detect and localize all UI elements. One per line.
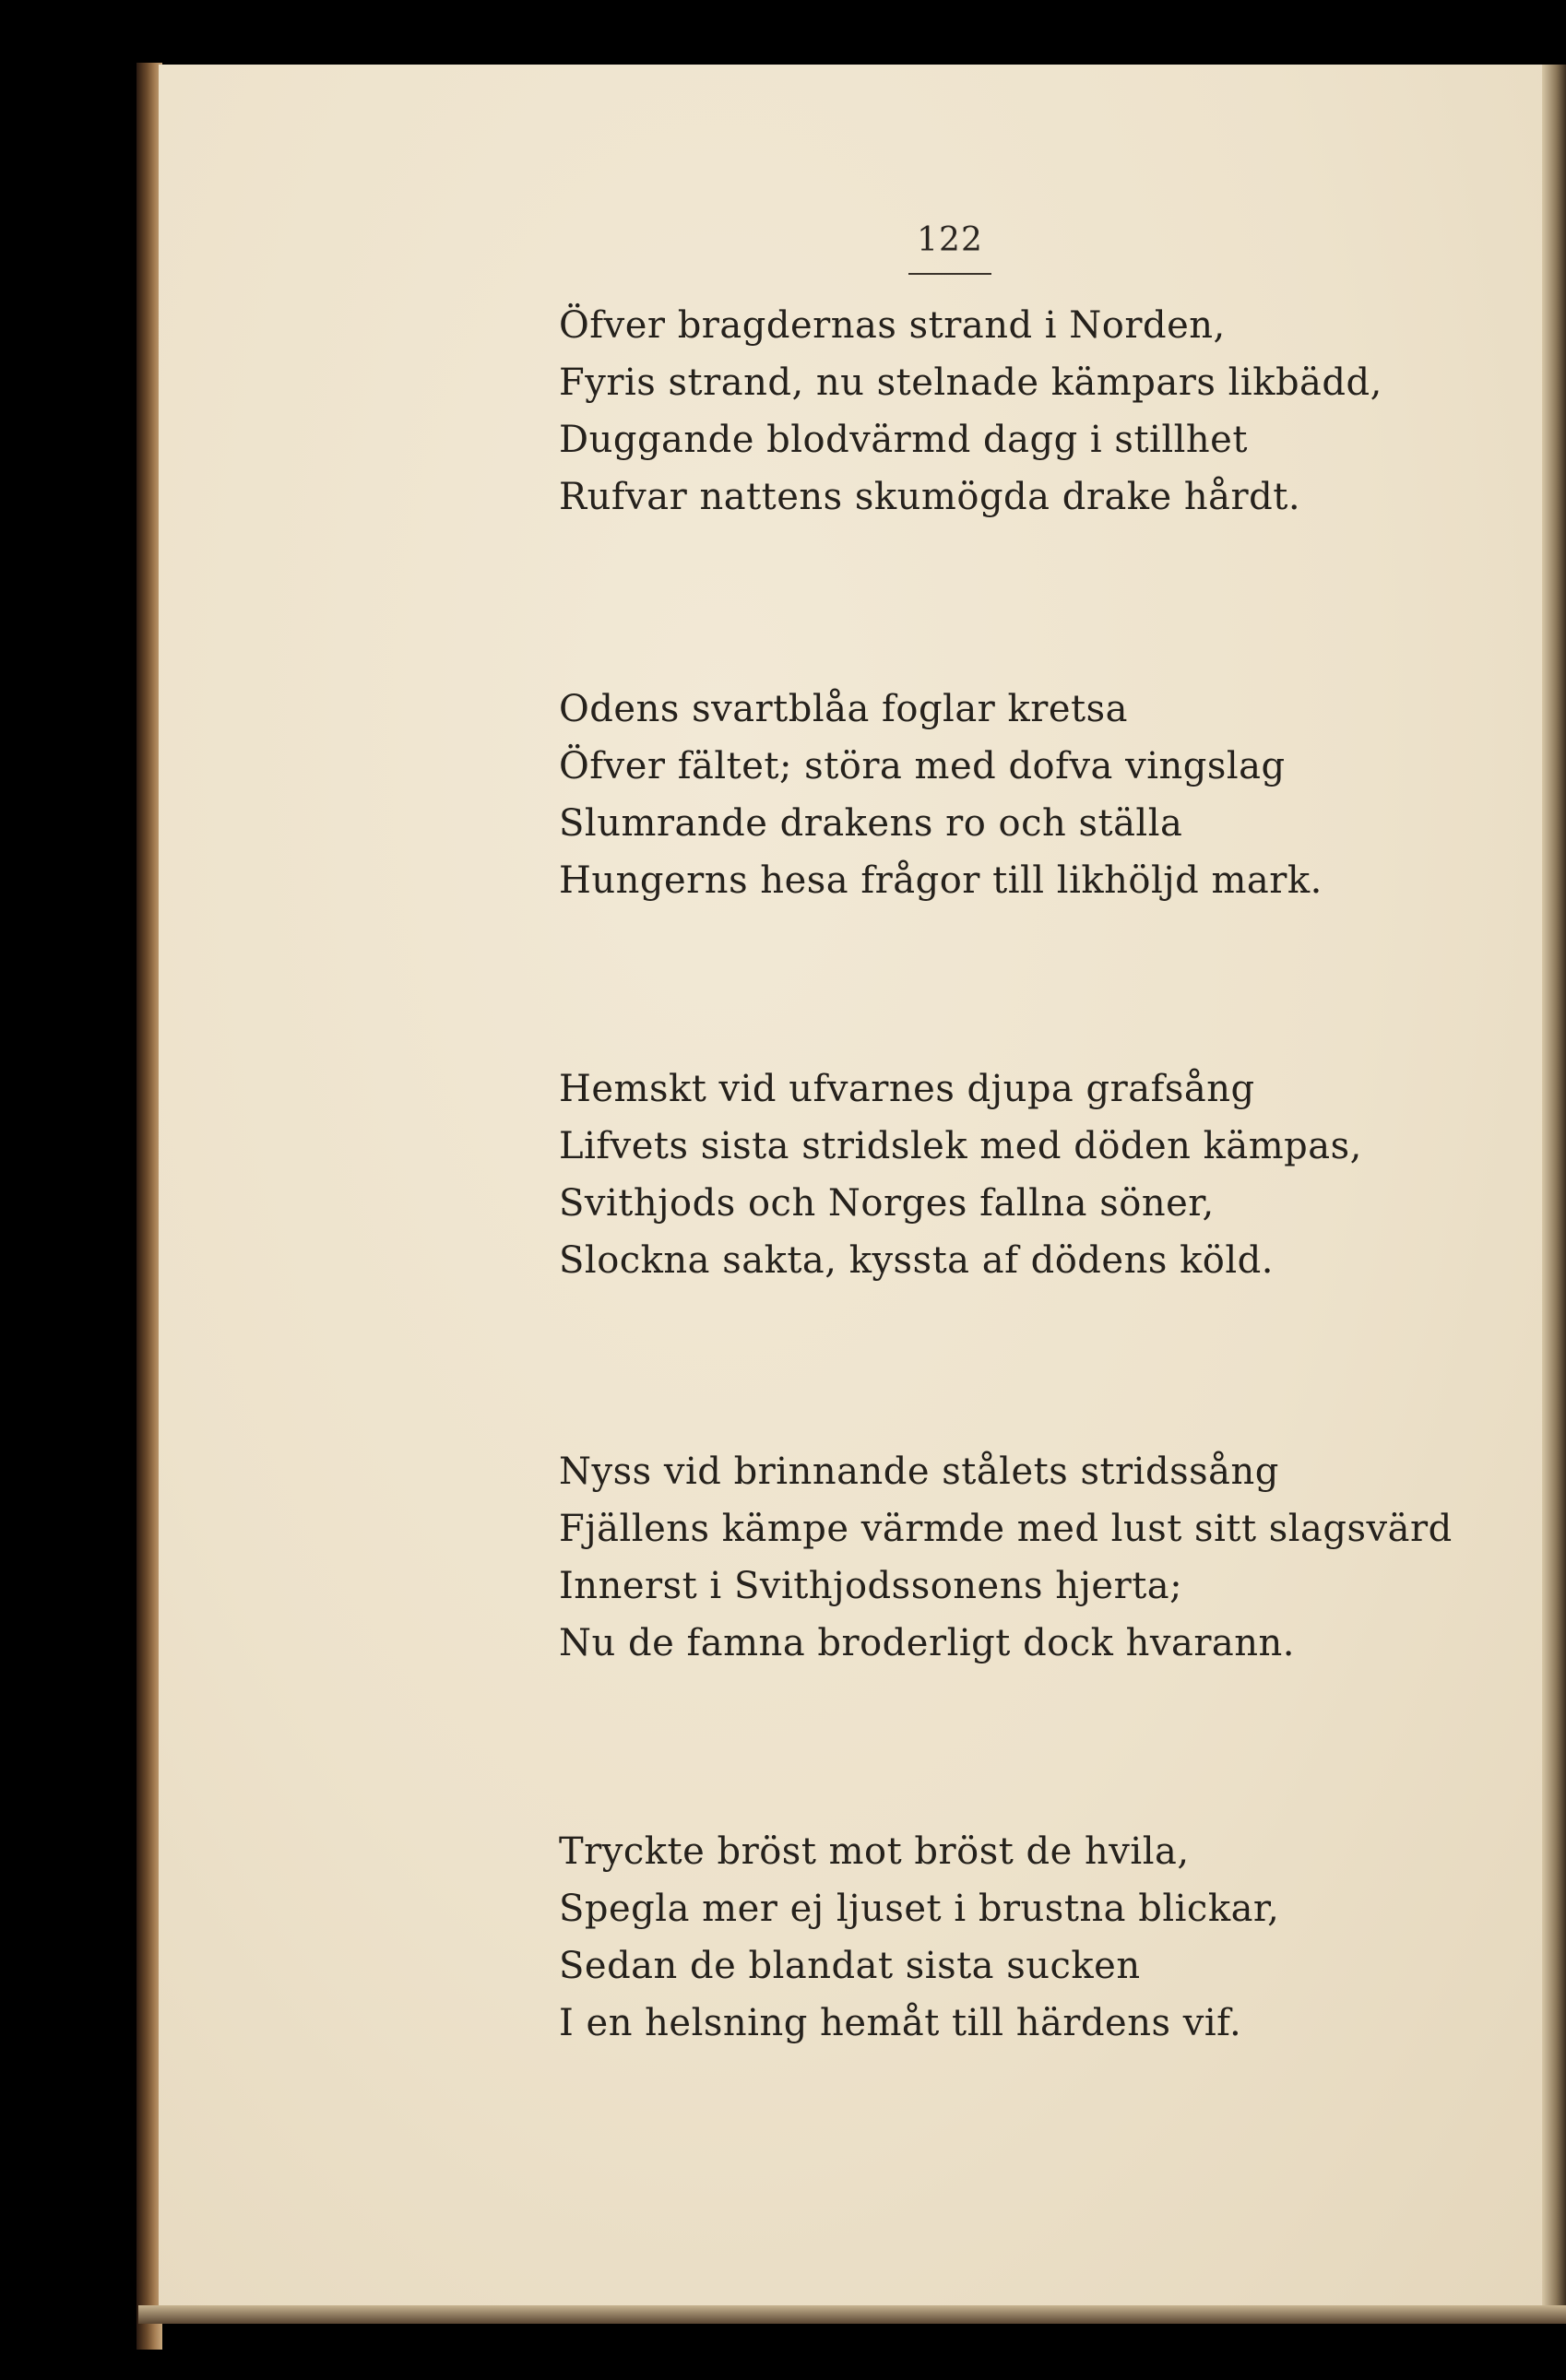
page-number: 122 — [917, 221, 983, 259]
verse-line: Hungerns hesa frågor till likhöljd mark. — [559, 859, 1323, 902]
verse-line: I en helsning hemåt till härdens vif. — [559, 2002, 1242, 2044]
verse-line: Odens svartblåa foglar kretsa — [559, 688, 1128, 730]
stanza-5 — [559, 1823, 1279, 2052]
verse-line: Öfver bragdernas strand i Norden, — [559, 304, 1226, 347]
verse-line: Sedan de blandat sista sucken — [559, 1945, 1141, 1987]
page-number-rule — [908, 273, 991, 275]
verse-line: Fjällens kämpe värmde med lust sitt slagsvärd — [559, 1508, 1453, 1550]
verse-line: Rufvar nattens skumögda drake hårdt. — [559, 476, 1301, 518]
verse-line: Slockna sakta, kyssta af dödens köld. — [559, 1239, 1275, 1282]
verse-line: Fyris strand, nu stelnade kämpars likbädd, — [559, 361, 1382, 404]
verse-line: Svithjods och Norges fallna söner, — [559, 1182, 1215, 1225]
stanza-2 — [559, 681, 1323, 909]
stanza-4 — [559, 1443, 1453, 1672]
verse-line: Duggande blodvärmd dagg i stillhet — [559, 419, 1248, 461]
verse-line: Nyss vid brinnande stålets stridssång — [559, 1450, 1279, 1493]
page-bottom-edge — [138, 2305, 1566, 2324]
verse-line: Nu de famna broderligt dock hvarann. — [559, 1622, 1296, 1664]
verse-line: Spegla mer ej ljuset i brustna blickar, — [559, 1888, 1280, 1930]
verse-line: Innerst i Svithjodssonens hjerta; — [559, 1565, 1183, 1607]
stanza-1 — [559, 297, 1382, 526]
page-edge — [1542, 65, 1566, 2315]
verse-line: Öfver fältet; störa med dofva vingslag — [559, 745, 1286, 787]
verse-line: Slumrande drakens ro och ställa — [559, 802, 1183, 845]
verse-line: Tryckte bröst mot bröst de hvila, — [559, 1830, 1190, 1873]
verse-line: Hemskt vid ufvarnes djupa grafsång — [559, 1068, 1255, 1110]
stanza-3 — [559, 1060, 1362, 1289]
verse-line: Lifvets sista stridslek med döden kämpas, — [559, 1125, 1362, 1167]
